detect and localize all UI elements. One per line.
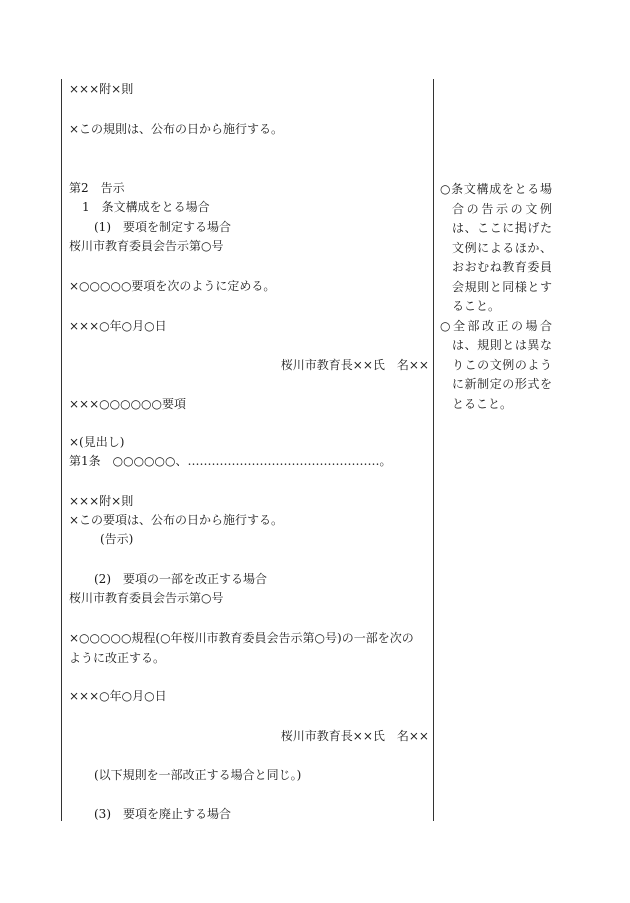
reference-note: (以下規則を一部改正する場合と同じ。)	[94, 768, 302, 782]
date-line: ×××○年○月○日	[69, 689, 167, 703]
item-heading: (2) 要項の一部を改正する場合	[94, 572, 267, 586]
subsection-heading: 1 条文構成をとる場合	[82, 200, 210, 214]
signatory-line: 桜川市教育長××氏 名××	[280, 729, 429, 743]
section-heading: 第2 告示	[69, 181, 125, 195]
effective-date-clause: ×この要項は、公布の日から施行する。	[69, 513, 284, 527]
supplementary-provisions-heading: ×××附×則	[69, 494, 134, 508]
column-divider-line	[433, 79, 434, 821]
guideline-title: ×××○○○○○○要項	[69, 397, 186, 411]
effective-date-clause: ×この規則は、公布の日から施行する。	[69, 122, 284, 136]
left-border-line	[61, 79, 62, 821]
supplementary-provisions-heading: ×××附×則	[69, 82, 134, 96]
article-caption: ×(見出し)	[69, 435, 125, 449]
amendment-sentence-continued: ように改正する。	[69, 651, 166, 665]
article-1: 第1条 ○○○○○○、…………………………………………。	[69, 454, 392, 468]
signatory-line: 桜川市教育長××氏 名××	[280, 358, 429, 372]
item-heading: (3) 要項を廃止する場合	[94, 807, 231, 821]
amendment-sentence: ×○○○○○規程(○年桜川市教育委員会告示第○号)の一部を次の	[69, 631, 414, 645]
item-heading: (1) 要項を制定する場合	[94, 220, 231, 234]
remark-item: ○条文構成をとる場合の告示の文例は、ここに掲げた文例によるほか、おおむね教育委員会規則と同様とすること。	[440, 182, 552, 313]
date-line: ×××○年○月○日	[69, 319, 167, 333]
remark-item: ○全部改正の場合は、規則とは異なりこの文例のように新制定の形式をとること。	[440, 318, 552, 411]
notice-number: 桜川市教育委員会告示第○号	[69, 239, 224, 253]
notice-label: (告示)	[100, 532, 134, 546]
notice-number: 桜川市教育委員会告示第○号	[69, 591, 224, 605]
remarks-column	[440, 180, 552, 414]
enactment-sentence: ×○○○○○要項を次のように定める。	[69, 279, 276, 293]
